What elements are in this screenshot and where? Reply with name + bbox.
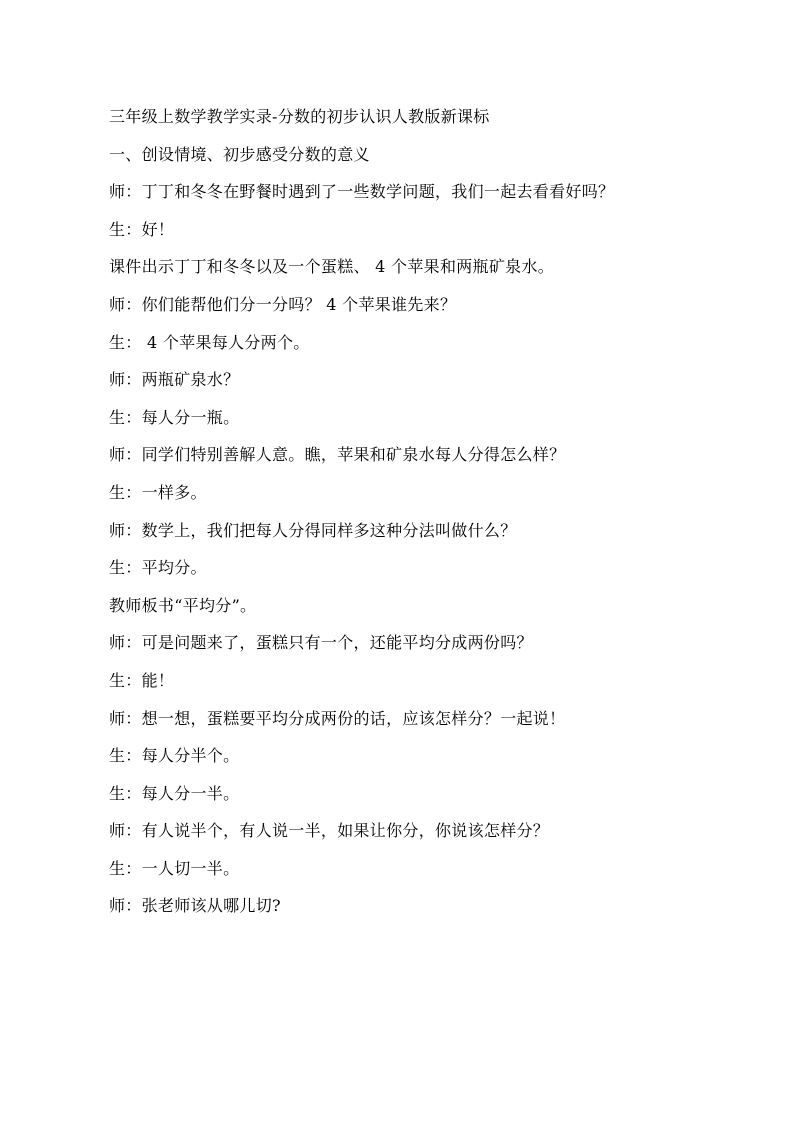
- paragraph-line: 生：一样多。: [109, 482, 207, 502]
- paragraph-line: 师：丁丁和冬冬在野餐时遇到了一些数学问题，我们一起去看看好吗？: [109, 182, 615, 202]
- paragraph-line: 师：张老师该从哪儿切?: [109, 896, 281, 916]
- paragraph-line: 师：有人说半个，有人说一半，如果让你分，你说该怎样分？: [109, 821, 550, 841]
- paragraph-line: 生：每人分半个。: [109, 746, 240, 766]
- paragraph-line: 师：两瓶矿泉水？: [109, 370, 240, 390]
- document-body: [109, 104, 709, 931]
- paragraph-line: 一、创设情境、初步感受分数的意义: [109, 144, 370, 164]
- paragraph-line: 教师板书“平均分”。: [109, 595, 257, 615]
- paragraph-line: 师：你们能帮他们分一分吗？ 4 个苹果谁先来？: [109, 294, 457, 314]
- paragraph-line: 生：每人分一瓶。: [109, 407, 240, 427]
- paragraph-line: 课件出示丁丁和冬冬以及一个蛋糕、 4 个苹果和两瓶矿泉水。: [109, 257, 555, 277]
- paragraph-line: 生：平均分。: [109, 558, 207, 578]
- paragraph-line: 生：好！: [109, 219, 175, 239]
- paragraph-line: 生：每人分一半。: [109, 783, 240, 803]
- paragraph-line: 生：一人切一半。: [109, 858, 240, 878]
- paragraph-line: 师：同学们特别善解人意。瞧，苹果和矿泉水每人分得怎么样？: [109, 445, 566, 465]
- paragraph-line: 师：想一想，蛋糕要平均分成两份的话，应该怎样分？一起说！: [109, 708, 566, 728]
- paragraph-line: 师：可是问题来了，蛋糕只有一个，还能平均分成两份吗？: [109, 633, 533, 653]
- document-title: 三年级上数学教学实录-分数的初步认识人教版新课标: [109, 107, 490, 126]
- paragraph-line: 师：数学上，我们把每人分得同样多这种分法叫做什么？: [109, 520, 517, 540]
- paragraph-line: 生：能！: [109, 670, 175, 690]
- paragraph-line: 生： 4 个苹果每人分两个。: [109, 332, 310, 352]
